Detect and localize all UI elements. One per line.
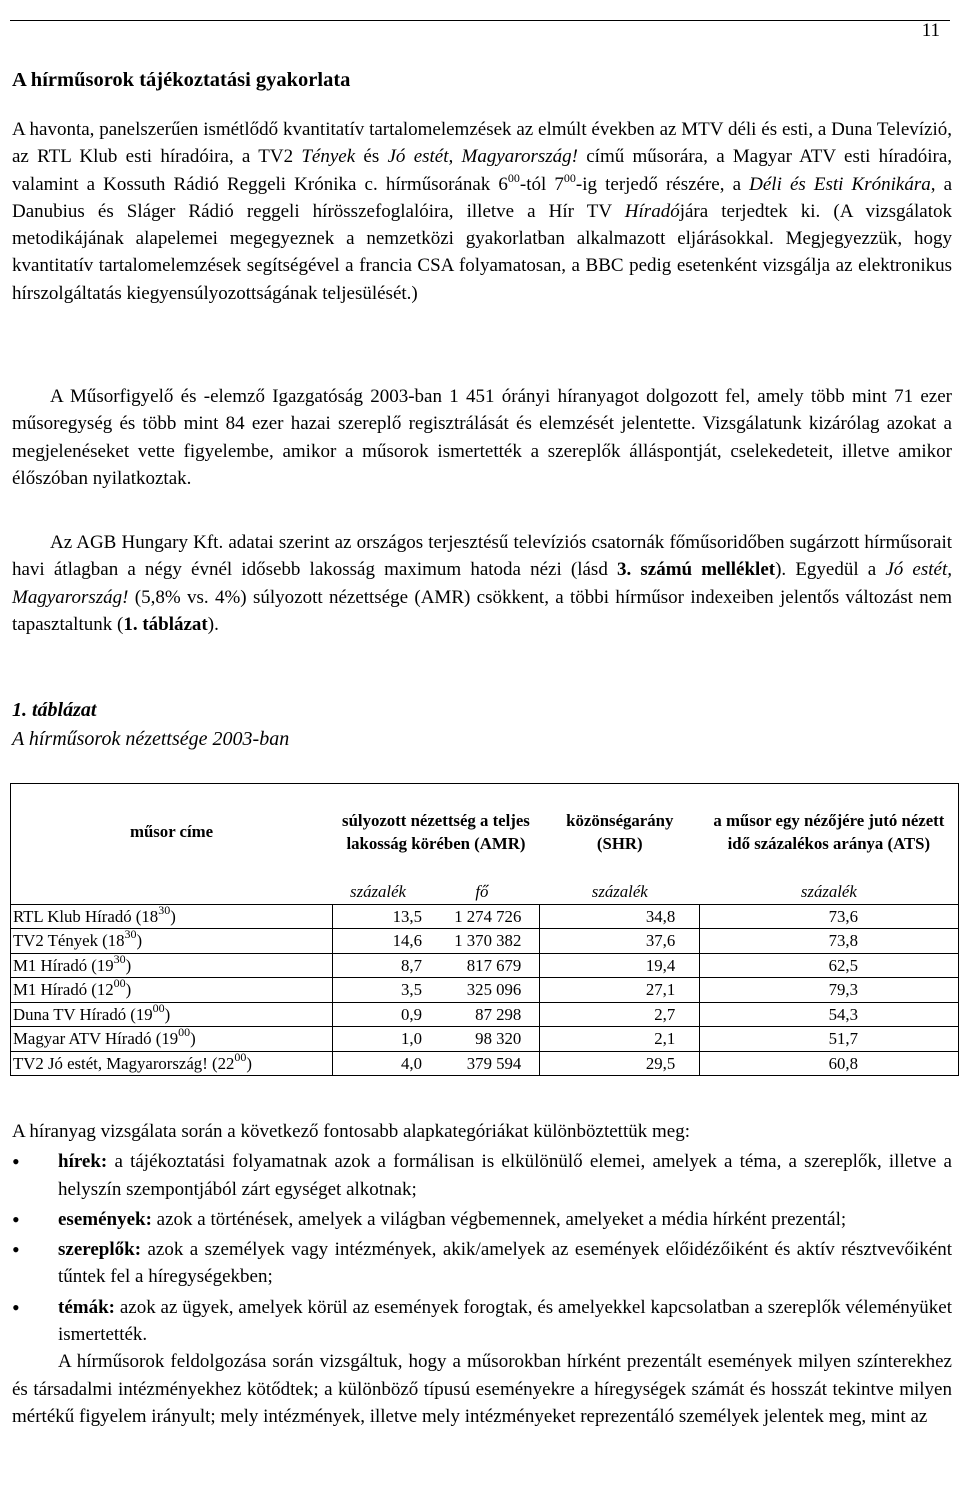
bullet-icon: • <box>12 1149 20 1175</box>
categories-section <box>12 1118 952 1430</box>
header-program-title: műsor címe <box>11 784 333 881</box>
unit-amr-persons: fő <box>475 882 489 901</box>
table-caption-number: 1. táblázat <box>12 699 97 721</box>
paragraph-4: A hírműsorok feldolgozása során vizsgáltuk, hogy a műsorokban hírként prezentált események milyen színterekhez és társadalmi intézményekhez kötődtek; a különböző típusú eseményekre a híregységek számát és hosszát tekintve milyen mértékű figyelem irányult; mely intézmények, illetve mely intézményeket reprezentáló személyek jelentek meg, mint az <box>12 1351 952 1427</box>
table-row: Magyar ATV Híradó $(19^{00})$ 1,0 98 320 2,1 51,7 <box>11 1027 959 1052</box>
list-item: • szereplők: azok a személyek vagy intézmények, akik/amelyek az események előidézőiként és aktív résztvevőiként tűntek fel a híregységekben; <box>12 1237 952 1288</box>
paragraph-2: A Műsorfigyelő és -elemző Igazgatóság 2003-ban 1 451 órányi híranyagot dolgozott fel, amely több mint 71 ezer műsoregység és több mint 84 ezer hazai szereplő regisztrálását és elemzését jelentette. Vizsgálatunk kizárólag azokat a megjelenéseket vette figyelembe, amikor a műsorok ismertették a szereplők álláspontját, cselekedeteit, illetve amikor élőszóban nyilatkoztak. <box>12 386 952 489</box>
header-amr: súlyozott nézettség a teljes lakosság körében (AMR) <box>342 810 530 853</box>
bullet-icon: • <box>12 1206 20 1232</box>
bullet-icon: • <box>12 1237 20 1263</box>
list-item: • hírek: a tájékoztatási folyamatnak azok a formálisan is elkülönülő elemei, amelyek a téma, a szereplők, illetve a helyszín szempontjából zárt egységet alkotnak; <box>12 1149 952 1200</box>
list-item: • események: azok a történések, amelyek a világban végbemennek, amelyeket a média hírként prezentál; <box>12 1206 847 1232</box>
table-row: M1 Híradó $(19^{30})$ 8,7 817 679 19,4 62,5 <box>11 953 959 978</box>
header-shr: közönségarány (SHR) <box>566 810 674 853</box>
table-row: M1 Híradó $(12^{00})$ 3,5 325 096 27,1 79,3 <box>11 978 959 1003</box>
table-row: TV2 Tények $(18^{30})$ 14,6 1 370 382 37,6 73,8 <box>11 929 959 954</box>
viewership-table <box>10 783 959 1076</box>
page-number: 11 <box>921 20 940 41</box>
table-row: RTL Klub Híradó $(18^{30})$ 13,5 1 274 726 34,8 73,6 <box>11 904 959 929</box>
unit-amr-percent: százalék <box>350 882 406 901</box>
list-item: • témák: azok az ügyek, amelyek körül az események forogtak, és amelyekkel kapcsolatban a szereplők véleményüket ismertették. <box>12 1294 952 1346</box>
table-caption-title: A hírműsorok nézettsége 2003-ban <box>12 728 290 750</box>
table-row: Duna TV Híradó $(19^{00})$ 0,9 87 298 2,7 54,3 <box>11 1002 959 1027</box>
unit-ats: százalék <box>700 880 959 904</box>
section-heading: A hírműsorok tájékoztatási gyakorlata <box>12 69 351 91</box>
unit-shr: százalék <box>591 882 648 901</box>
categories-intro: A híranyag vizsgálata során a következő fontosabb alapkategóriákat különböztettük meg: <box>12 1121 690 1142</box>
categories-list <box>12 1148 952 1348</box>
header-ats: a műsor egy nézőjére jutó nézett idő százalékos aránya (ATS) <box>700 784 959 881</box>
bullet-icon: • <box>12 1294 20 1320</box>
paragraph-1: A havonta, panelszerűen ismétlődő kvantitatív tartalomelemzések az elmúlt években az MTV déli és esti, a Duna Televízió, az RTL Klub esti híradóira, a TV2 Tények és Jó estét, Magyarország! című műsorára, a Magyar ATV esti híradóira, valamint a Kossuth Rádió Reggeli Krónika c. hírműsorának $6^{00}$-tól $7^{00}-ig$ terjedő részére, a Déli és Esti Krónikára, a Danubius és Sláger Rádió reggeli hírösszefoglalóira, illetve a Hír TV Híradójára terjedtek ki. (A vizsgálatok metodikájának alapelemei megegyeznek a nemzetközi gyakorlatban alkalmazott eljárásokkal. Megjegyezzük, hogy kvantitatív tartalomelemzések segítségével a francia CSA folyamatosan, a BBC pedig esetenként vizsgálja az elektronikus hírszolgáltatás kiegyensúlyozottságának teljesülését.) <box>12 119 953 304</box>
paragraph-3: Az AGB Hungary Kft. adatai szerint az országos terjesztésű televíziós csatornák főműsoridőben sugárzott hírműsorait havi átlagban a négy évnél idősebb lakosság maximum hatoda nézi (lásd 3. számú melléklet). Egyedül a Jó estét, Magyarország! (5,8% vs. 4%) súlyozott nézettsége (AMR) csökkent, a többi hírműsor indexeiben jelentős változást nem tapasztaltunk (1. táblázat). <box>12 532 953 635</box>
header-rule <box>10 20 950 41</box>
table-row: TV2 Jó estét, Magyarország! $(22^{00})$ 4,0 379 594 29,5 60,8 <box>11 1051 959 1076</box>
